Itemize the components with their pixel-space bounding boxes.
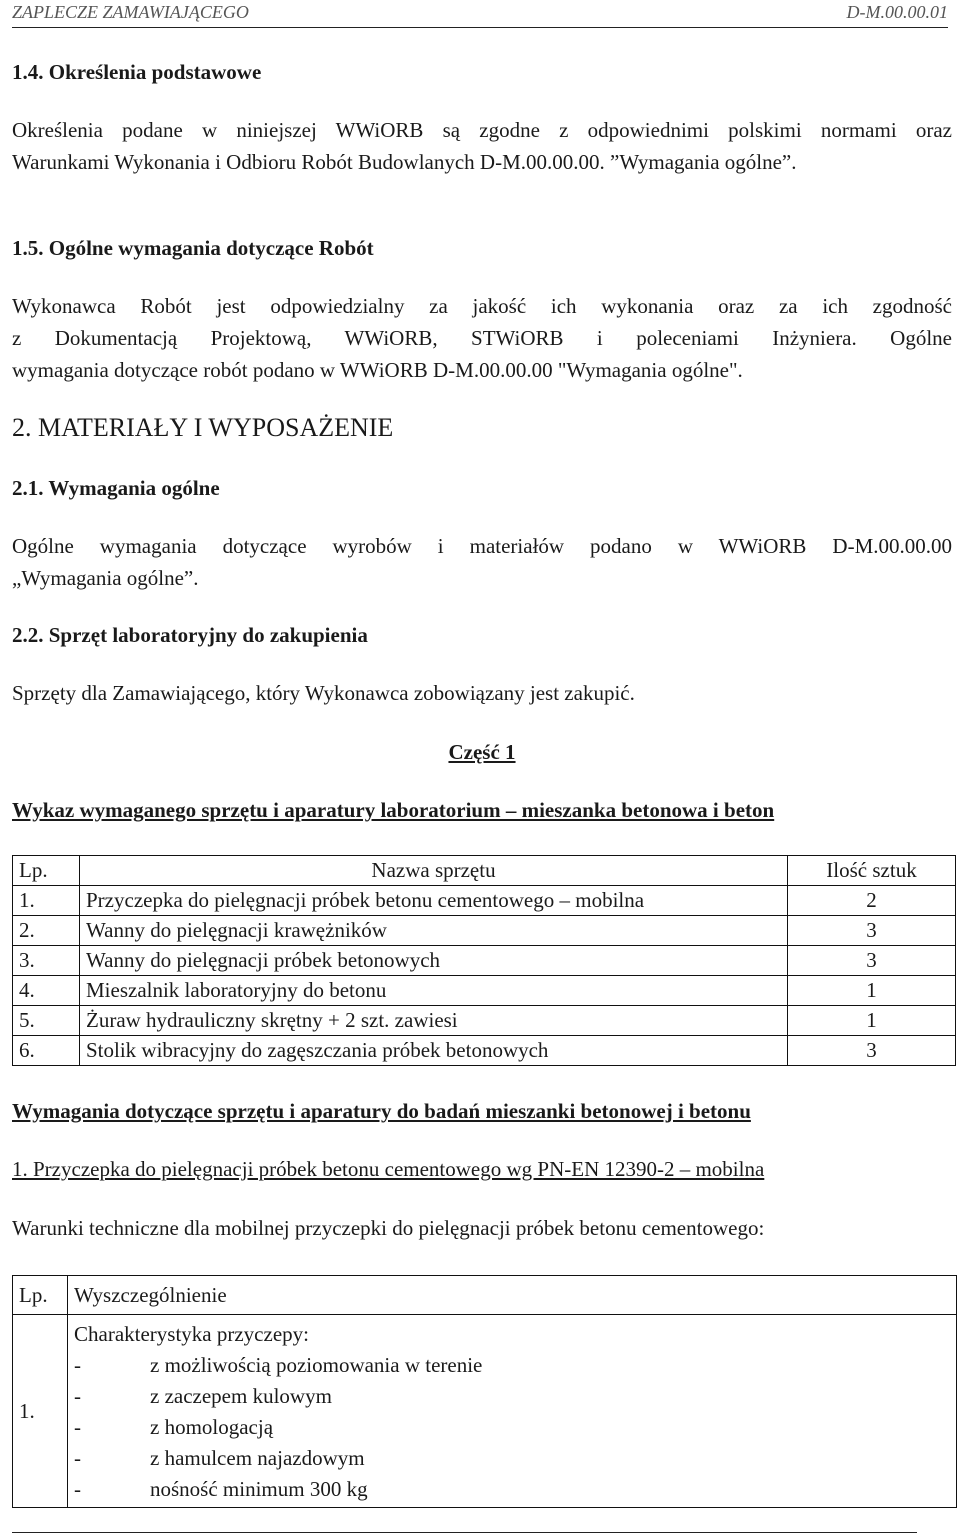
section-1-5-body	[12, 290, 952, 386]
header-right: D-M.00.00.01	[846, 2, 948, 22]
table-header-row	[13, 856, 956, 886]
dash-bullet: -	[74, 1446, 81, 1470]
paragraph-line: Określenia podane w niniejszej WWiORB są zgodne z odpowiednimi polskimi normami oraz	[12, 118, 952, 142]
header-name: Nazwa sprzętu	[80, 856, 788, 886]
cell-name: Żuraw hydrauliczny skrętny + 2 szt. zawiesi	[80, 1006, 788, 1036]
footer-rule	[12, 1532, 917, 1533]
list-item	[74, 1350, 950, 1381]
paragraph-line: Wykonawca Robót jest odpowiedzialny za jakość ich wykonania oraz za ich zgodność	[12, 294, 952, 318]
section-1-4	[12, 56, 952, 88]
dash-bullet: -	[74, 1415, 81, 1439]
cell-name: Wanny do pielęgnacji próbek betonowych	[80, 946, 788, 976]
table-row	[13, 1006, 956, 1036]
table-row	[13, 976, 956, 1006]
chapter-title: 2. MATERIAŁY I WYPOSAŻENIE	[12, 413, 394, 442]
cell-qty: 3	[788, 916, 956, 946]
dash-bullet: -	[74, 1477, 81, 1501]
cell-name: Mieszalnik laboratoryjny do betonu	[80, 976, 788, 1006]
table-row	[13, 1315, 957, 1508]
cell-lp: 4.	[13, 976, 80, 1006]
table-row	[13, 1036, 956, 1066]
section-title: 2.2. Sprzęt laboratoryjny do zakupienia	[12, 623, 368, 647]
cell-qty: 3	[788, 1036, 956, 1066]
paragraph-line: z Dokumentacją Projektową, WWiORB, STWiORB i poleceniami Inżyniera. Ogólne	[12, 326, 952, 350]
list-item	[74, 1381, 950, 1412]
section-title: 1.4. Określenia podstawowe	[12, 60, 262, 84]
requirements-item-block	[12, 1153, 952, 1185]
cell-lp: 3.	[13, 946, 80, 976]
list-item-text: nośność minimum 300 kg	[150, 1477, 368, 1501]
cell-spec	[68, 1315, 957, 1508]
list-item-text: z możliwością poziomowania w terenie	[150, 1353, 483, 1377]
section-2-1-body	[12, 530, 952, 594]
section-title: 1.5. Ogólne wymagania dotyczące Robót	[12, 236, 374, 260]
header-spec: Wyszczególnienie	[68, 1276, 957, 1315]
list-item	[74, 1474, 950, 1505]
equipment-table	[12, 855, 956, 1066]
paragraph-line: wymagania dotyczące robót podano w WWiORB D-M.00.00.00 "Wymagania ogólne".	[12, 358, 743, 382]
cell-qty: 1	[788, 1006, 956, 1036]
cell-lp: 1.	[13, 1315, 68, 1508]
paragraph-line: Warunkami Wykonania i Odbioru Robót Budowlanych D-M.00.00.00. ”Wymagania ogólne”.	[12, 150, 797, 174]
part-title: Część 1	[448, 740, 516, 764]
part-subtitle: Wykaz wymaganego sprzętu i aparatury laboratorium – mieszanka betonowa i beton	[12, 798, 775, 822]
section-2-2	[12, 619, 952, 651]
requirements-title: Wymagania dotyczące sprzętu i aparatury do badań mieszanki betonowej i betonu	[12, 1099, 751, 1123]
section-title: 2.1. Wymagania ogólne	[12, 476, 220, 500]
section-2-1	[12, 472, 952, 504]
dash-bullet: -	[74, 1353, 81, 1377]
section-1-5	[12, 232, 952, 264]
page-header	[12, 0, 948, 28]
list-item	[74, 1412, 950, 1443]
cell-qty: 2	[788, 886, 956, 916]
paragraph-line: Sprzęty dla Zamawiającego, który Wykonawca zobowiązany jest zakupić.	[12, 681, 635, 705]
header-lp: Lp.	[13, 856, 80, 886]
section-2-2-body	[12, 677, 952, 709]
cell-qty: 1	[788, 976, 956, 1006]
requirements-title-block	[12, 1095, 952, 1127]
cell-qty: 3	[788, 946, 956, 976]
conditions-block	[12, 1212, 952, 1244]
table-row	[13, 886, 956, 916]
characteristics-list	[74, 1350, 950, 1505]
spec-table	[12, 1275, 957, 1508]
list-item-text: z zaczepem kulowym	[150, 1384, 332, 1408]
header-lp: Lp.	[13, 1276, 68, 1315]
cell-name: Przyczepka do pielęgnacji próbek betonu cementowego – mobilna	[80, 886, 788, 916]
table-row	[13, 946, 956, 976]
header-left: ZAPLECZE ZAMAWIAJĄCEGO	[12, 2, 249, 22]
paragraph-line: Ogólne wymagania dotyczące wyrobów i materiałów podano w WWiORB D-M.00.00.00	[12, 534, 952, 558]
requirements-item: 1. Przyczepka do pielęgnacji próbek betonu cementowego wg PN-EN 12390-2 – mobilna	[12, 1157, 765, 1181]
table-header-row	[13, 1276, 957, 1315]
conditions-text: Warunki techniczne dla mobilnej przyczepki do pielęgnacji próbek betonu cementowego:	[12, 1216, 765, 1240]
characteristics-title: Charakterystyka przyczepy:	[74, 1322, 309, 1346]
cell-name: Stolik wibracyjny do zagęszczania próbek betonowych	[80, 1036, 788, 1066]
part-title-block	[12, 736, 952, 768]
part-subtitle-block	[12, 794, 952, 826]
list-item	[74, 1443, 950, 1474]
dash-bullet: -	[74, 1384, 81, 1408]
cell-lp: 5.	[13, 1006, 80, 1036]
cell-lp: 6.	[13, 1036, 80, 1066]
section-2	[12, 409, 952, 447]
header-qty: Ilość sztuk	[788, 856, 956, 886]
table-row	[13, 916, 956, 946]
list-item-text: z hamulcem najazdowym	[150, 1446, 365, 1470]
cell-name: Wanny do pielęgnacji krawężników	[80, 916, 788, 946]
section-1-4-body	[12, 114, 952, 178]
cell-lp: 2.	[13, 916, 80, 946]
cell-lp: 1.	[13, 886, 80, 916]
paragraph-line: „Wymagania ogólne”.	[12, 566, 199, 590]
list-item-text: z homologacją	[150, 1415, 274, 1439]
